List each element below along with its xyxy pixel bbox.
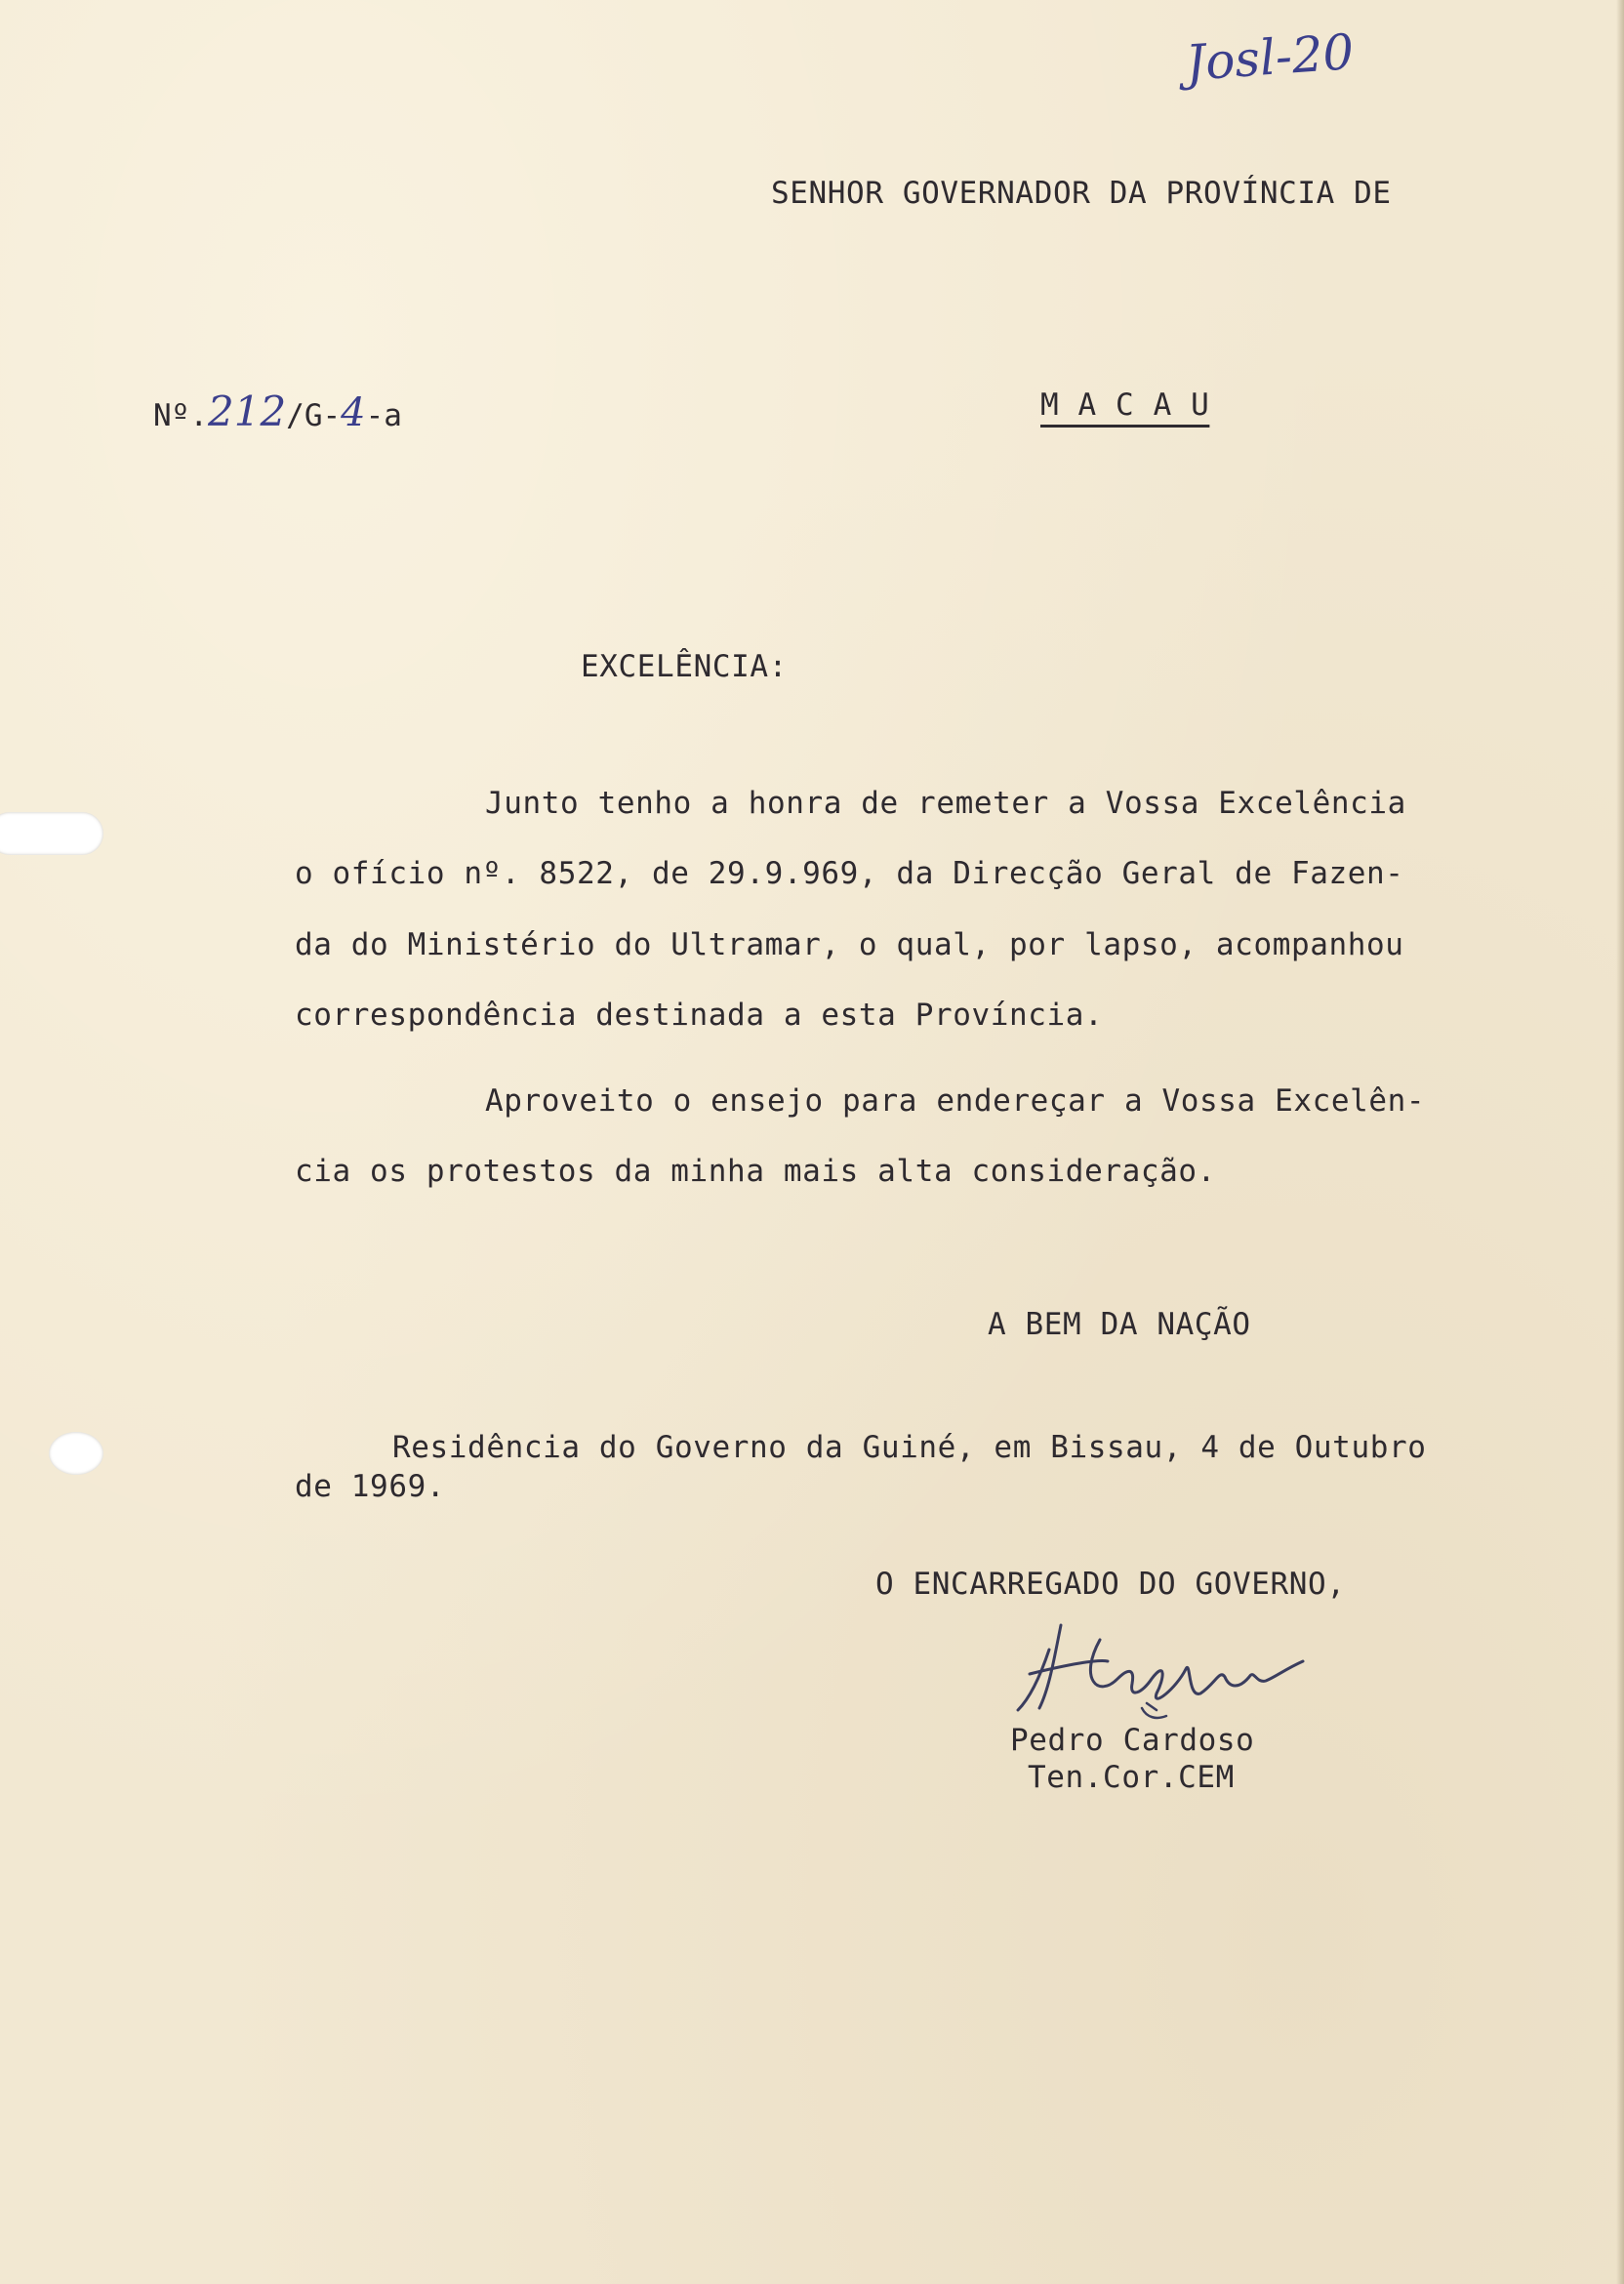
handwritten-signature [1010,1601,1313,1733]
paragraph1-line3: da do Ministério do Ultramar, o qual, por lapso, acompanhou [295,927,1404,962]
signatory-rank: Ten.Cor.CEM [1028,1760,1235,1795]
handwritten-reference: Josl-20 [1184,23,1357,92]
place-date-line1: Residência do Governo da Guiné, em Bissau, 4 de Outubro [392,1430,1427,1465]
paragraph1-line2: o ofício nº. 8522, de 29.9.969, da Direcção Geral de Fazen- [295,856,1404,891]
punch-hole-bottom [49,1432,103,1475]
reference-prefix: Nº. [153,398,208,433]
closing-motto: A BEM DA NAÇÃO [988,1307,1251,1342]
reference-suffix: -a [365,398,402,433]
reference-code-handwritten: 4 [341,390,366,435]
paragraph1-line4: correspondência destinada a esta Província. [295,998,1104,1033]
paragraph1-line1: Junto tenho a honra de remeter a Vossa Excelência [485,786,1406,821]
paragraph2-line2: cia os protestos da minha mais alta consideração. [295,1154,1216,1189]
salutation: EXCELÊNCIA: [581,649,788,684]
province-name: M A C A U [1040,387,1210,423]
signatory-title: O ENCARREGADO DO GOVERNO, [875,1567,1346,1602]
signatory-name: Pedro Cardoso [1010,1723,1255,1758]
reference-separator: /G- [286,398,342,433]
addressee-line: SENHOR GOVERNADOR DA PROVÍNCIA DE [771,176,1392,211]
punch-hole-top [0,812,103,855]
reference-number-handwritten: 212 [208,387,287,435]
place-date-line2: de 1969. [295,1469,446,1504]
page-edge-shadow [1616,0,1624,2284]
paragraph2-line1: Aproveito o ensejo para endereçar a Vossa Excelên- [485,1083,1426,1119]
reference-number [153,387,402,435]
